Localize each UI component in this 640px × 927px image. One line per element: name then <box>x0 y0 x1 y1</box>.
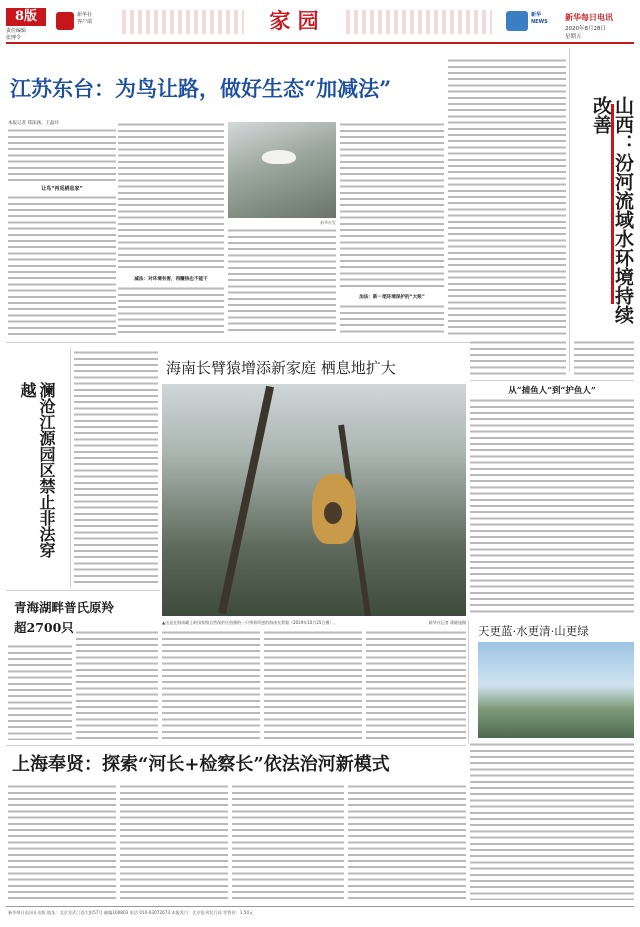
lead-subhead-3: 加法：新一尾环境保护的“大账” <box>359 295 425 300</box>
lancang-col <box>74 350 158 586</box>
logo-right-text: 新华 NEWS <box>531 12 548 25</box>
logo-left-text: 新华社 客户端 <box>77 12 93 25</box>
lead-headline: 江苏东台：为鸟让路，做好生态“加减法” <box>10 76 392 101</box>
shanghai-headline: 上海奉贤：探索“河长+检察长”依法治河新模式 <box>12 754 390 775</box>
lead-photo <box>228 122 336 218</box>
tree-branch <box>218 386 274 615</box>
xinhua-logo-right <box>506 11 528 31</box>
right-column-rule <box>569 48 570 372</box>
shanxi-col-a <box>470 340 566 376</box>
sky-photo <box>478 642 634 738</box>
gibbon-col-b <box>264 630 362 740</box>
shanxi-col-b <box>574 340 634 376</box>
shanghai-col-4 <box>348 784 466 900</box>
shanxi-headline: 山西：汾河流域水环境持续改善 <box>590 96 634 324</box>
masthead-rule <box>6 42 634 44</box>
shanghai-col-2 <box>120 784 228 900</box>
lead-byline: 本报记者 郑沫涵、王晶玲 <box>8 121 59 126</box>
gibbon-headline: 海南长臂猿增添新家庭 栖息地扩大 <box>166 359 396 377</box>
date: 2020年8月28日 <box>565 26 606 32</box>
lead-col-4b <box>340 304 444 336</box>
gibbon-credit: 新华社记者 蒲晓旭摄 <box>428 620 466 625</box>
lead-col-4a <box>340 122 444 290</box>
sky-col <box>470 742 634 900</box>
shanxi-col-c <box>470 398 634 616</box>
sky-headline: 天更蓝·水更清·山更绿 <box>478 624 589 638</box>
paper-name: 新华每日电讯 <box>565 13 613 22</box>
gibbon-col-c <box>366 630 466 740</box>
footer-text: 新华每日电讯社出版 地址：北京宣武门西大街57号 邮编100803 电话 010-63072673 本报发行：北京报刊发行局 零售价：1.50元 <box>8 910 254 915</box>
qinghai-headline: 青海湖畔普氏原羚超2700只 <box>14 600 115 635</box>
page-number: 8版 <box>14 9 38 24</box>
lead-col-1b <box>8 195 116 339</box>
weekday: 星期五 <box>565 34 582 40</box>
qinghai-top-rule <box>6 590 160 591</box>
gibbon-caption: ▲这是在海南霸王岭国家级自然保护区拍摄的一只带着幼崽的海南长臂猿（2019年10月25日摄）。 <box>162 620 338 625</box>
bird-silhouette <box>262 150 296 164</box>
gibbon-col-a <box>162 630 260 740</box>
gibbon-infant <box>324 502 342 524</box>
lancang-rule <box>70 348 71 588</box>
shanghai-top-rule <box>6 745 466 746</box>
footer-rule <box>6 906 634 907</box>
sky-rule <box>468 620 469 744</box>
shanxi-rule-2 <box>470 380 634 381</box>
lancang-headline: 澜沧江源园区禁止非法穿越 <box>18 382 56 558</box>
lead-col-2 <box>118 122 224 272</box>
shanxi-pull-quote: 从“捕鱼人”到“护鱼人” <box>508 386 596 396</box>
qinghai-col-2 <box>76 630 158 740</box>
lead-col-5 <box>448 58 566 336</box>
gibbon-photo <box>162 384 466 616</box>
xinhua-logo-left <box>56 12 74 30</box>
shanghai-col-1 <box>8 784 116 900</box>
lead-col-1a <box>8 128 116 182</box>
lead-col-3 <box>228 228 336 334</box>
lead-col-2b <box>118 286 224 334</box>
lead-subhead-1: 让鸟“再觅栖息家” <box>41 186 83 192</box>
shanghai-col-3 <box>232 784 344 900</box>
lead-photo-caption: 新华社发 <box>320 220 336 225</box>
section-title: 家 园 <box>244 6 344 36</box>
lead-subhead-2: 减法：对环境有害，再赚钱也不能干 <box>134 277 208 282</box>
qinghai-col <box>8 644 72 740</box>
editor-credit: 责任编辑 张博令 <box>6 28 27 41</box>
